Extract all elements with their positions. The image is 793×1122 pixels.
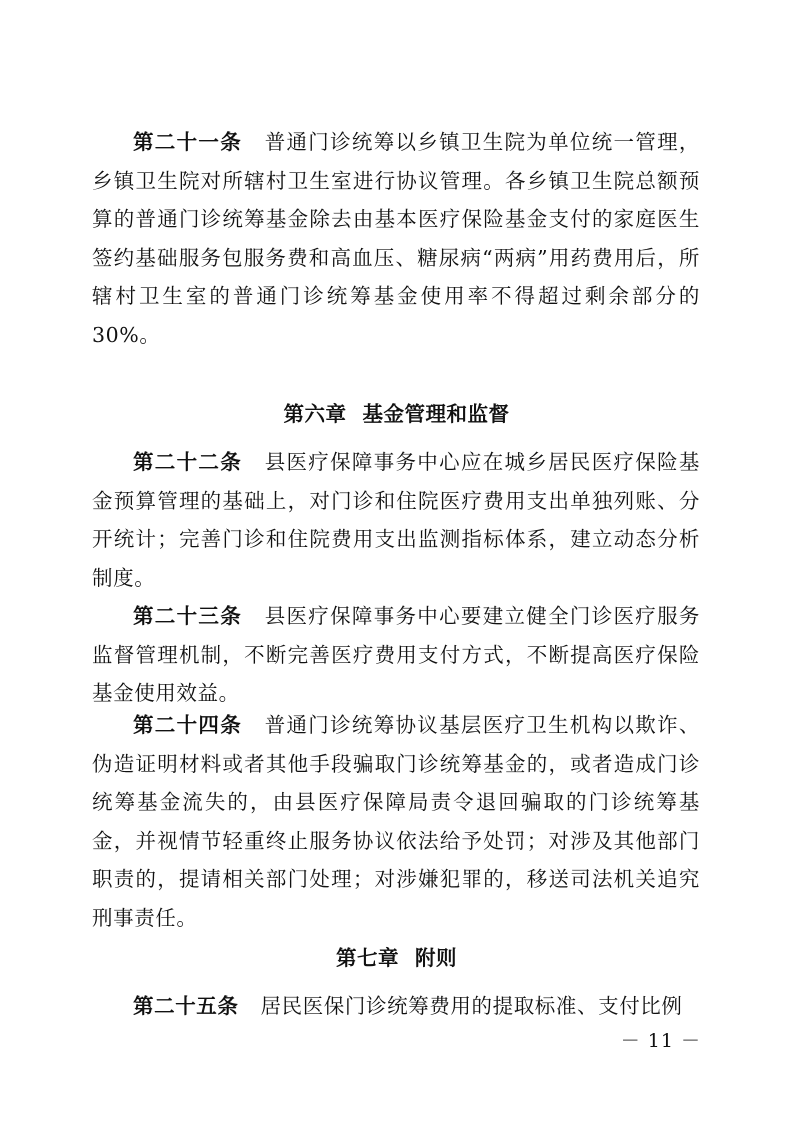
article-22-label: 第二十二条 (133, 450, 242, 474)
article-23-label: 第二十三条 (133, 604, 242, 628)
article-25-text: 居民医保门诊统筹费用的提取标准、支付比例 (260, 994, 683, 1018)
article-24 (92, 706, 700, 937)
article-24-text: 普通门诊统筹协议基层医疗卫生机构以欺诈、伪造证明材料或者其他手段骗取门诊统筹基金的，或者造成门诊统筹基金流失的，由县医疗保障局责令退回骗取的门诊统筹基金，并视情节轻重终止服务协议依法给予处罚；对涉及其他部门职责的，提请相关部门处理；对涉嫌犯罪的，移送司法机关追究刑事责任。 (92, 713, 700, 930)
article-24-label: 第二十四条 (133, 713, 242, 737)
article-21-text: 普通门诊统筹以乡镇卫生院为单位统一管理，乡镇卫生院对所辖村卫生室进行协议管理。各乡镇卫生院总额预算的普通门诊统筹基金除去由基本医疗保险基金支付的家庭医生签约基础服务包服务费和高血压、糖尿病“两病”用药费用后，所辖村卫生室的普通门诊统筹基金使用率不得超过剩余部分的30%。 (92, 130, 700, 347)
article-25 (92, 987, 700, 1026)
chapter-7-heading (0, 939, 793, 977)
article-23 (92, 597, 700, 713)
article-21-label: 第二十一条 (133, 130, 242, 154)
chapter-6-title: 基金管理和监督 (362, 402, 510, 426)
article-22-text: 县医疗保障事务中心应在城乡居民医疗保险基金预算管理的基础上，对门诊和住院医疗费用支出单独列账、分开统计；完善门诊和住院费用支出监测指标体系，建立动态分析制度。 (92, 450, 700, 590)
article-21 (92, 123, 700, 354)
chapter-6-number: 第六章 (283, 402, 347, 426)
article-25-label: 第二十五条 (133, 994, 239, 1018)
article-22 (92, 443, 700, 597)
chapter-7-title: 附则 (415, 946, 457, 970)
page-number: － 11 － (620, 1030, 701, 1052)
article-23-text: 县医疗保障事务中心要建立健全门诊医疗服务监督管理机制，不断完善医疗费用支付方式，不断提高医疗保险基金使用效益。 (92, 604, 700, 705)
chapter-6-heading (0, 395, 793, 433)
chapter-7-number: 第七章 (336, 946, 399, 970)
